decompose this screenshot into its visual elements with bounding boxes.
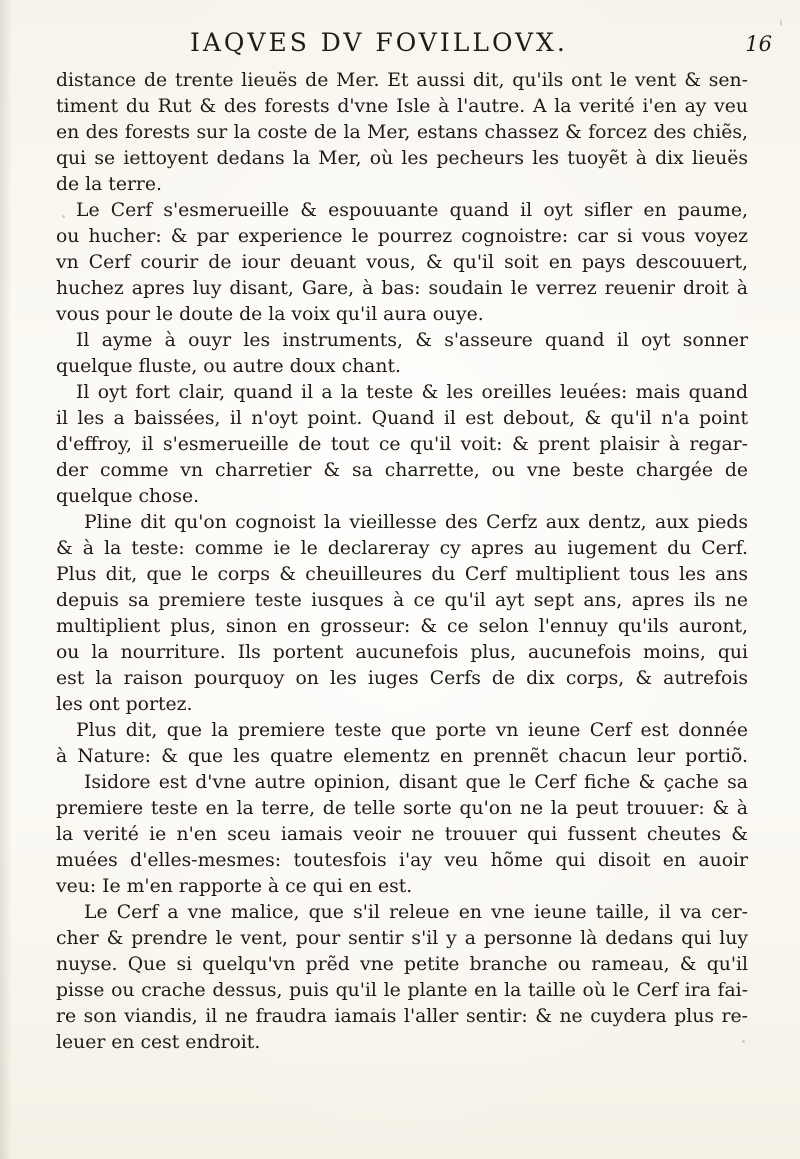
- text-line: veu: Ie m'en rapporte à ce qui en est.: [56, 876, 413, 897]
- text-line: Le Cerf s'esmerueille & espouuante quand il oyt sifler en paume,: [76, 200, 748, 221]
- page-header: [60, 28, 772, 60]
- text-line: les ont portez.: [56, 694, 193, 715]
- text-line: der comme vn charretier & sa charrette, ou vne beste chargée de: [56, 460, 748, 481]
- paper-speck: [780, 20, 782, 26]
- text-line: pisse ou crache dessus, puis qu'il le plante en la taille où le Cerf ira fai-: [56, 980, 748, 1001]
- text-line: ou hucher: & par experience le pourrez cognoistre: car si vous voyez: [56, 226, 748, 247]
- text-line: à Nature: & que les quatre elementz en prennẽt chacun leur portiõ.: [56, 746, 748, 767]
- text-line: Isidore est d'vne autre opinion, disant que le Cerf fiche & çache sa: [84, 772, 748, 793]
- text-line: Il oyt fort clair, quand il a la teste & les oreilles leuées: mais quand: [76, 382, 748, 403]
- text-line: Le Cerf a vne malice, que s'il releue en vne ieune taille, il va cer-: [84, 902, 748, 923]
- text-line: la verité ie n'en sceu iamais veoir ne trouuer qui fussent cheutes &: [56, 824, 748, 845]
- text-line: huchez apres luy disant, Gare, à bas: soudain le verrez reuenir droit à: [56, 278, 748, 299]
- text-line: vn Cerf courir de iour deuant vous, & qu'il soit en pays descouuert,: [56, 252, 748, 273]
- text-line: qui se iettoyent dedans la Mer, où les pecheurs les tuoyẽt à dix lieuës: [56, 148, 748, 169]
- text-line: cher & prendre le vent, pour sentir s'il y a personne là dedans qui luy: [56, 928, 748, 949]
- text-line: en des forests sur la coste de la Mer, estans chassez & forcez des chiẽs,: [56, 122, 748, 143]
- text-line: de la terre.: [56, 174, 162, 195]
- text-line: distance de trente lieuës de Mer. Et aussi dit, qu'ils ont le vent & sen-: [56, 70, 748, 91]
- page-number: 16: [745, 32, 772, 56]
- page-edge-shadow: [0, 0, 12, 1159]
- text-line: ou la nourriture. Ils portent aucunefois plus, aucunefois moins, qui: [56, 642, 748, 663]
- text-line: multiplient plus, sinon en grosseur: & ce selon l'ennuy qu'ils auront,: [56, 616, 748, 637]
- running-head: IAQVES DV FOVILLOVX.: [190, 28, 568, 57]
- text-line: re son viandis, il ne fraudra iamais l'aller sentir: & ne cuydera plus re-: [56, 1006, 748, 1027]
- text-line: est la raison pourquoy on les iuges Cerfs de dix corps, & autrefois: [56, 668, 748, 689]
- text-line: d'effroy, il s'esmerueille de tout ce qu'il voit: & prent plaisir à regar-: [56, 434, 748, 455]
- text-line: vous pour le doute de la voix qu'il aura ouye.: [56, 304, 484, 325]
- text-line: Pline dit qu'on cognoist la vieillesse des Cerfz aux dentz, aux pieds: [84, 512, 748, 533]
- text-line: Plus dit, que le corps & cheuilleures du Cerf multiplient tous les ans: [56, 564, 748, 585]
- text-line: Il ayme à ouyr les instruments, & s'asseure quand il oyt sonner: [76, 330, 748, 351]
- text-line: quelque chose.: [56, 486, 200, 507]
- text-line: timent du Rut & des forests d'vne Isle à l'autre. A la verité i'en ay veu: [56, 96, 748, 117]
- body-text: [56, 68, 748, 1056]
- text-line: nuyse. Que si quelqu'vn prẽd vne petite branche ou rameau, & qu'il: [56, 954, 748, 975]
- text-line: quelque fluste, ou autre doux chant.: [56, 356, 401, 377]
- text-line: il les a baissées, il n'oyt point. Quand il est debout, & qu'il n'a point: [56, 408, 748, 429]
- text-line: depuis sa premiere teste iusques à ce qu'il ayt sept ans, apres ils ne: [56, 590, 748, 611]
- text-line: premiere teste en la terre, de telle sorte qu'on ne la peut trouuer: & à: [56, 798, 748, 819]
- text-line: & à la teste: comme ie le declareray cy apres au iugement du Cerf.: [56, 538, 748, 559]
- text-line: muées d'elles-mesmes: toutesfois i'ay veu hõme qui disoit en auoir: [56, 850, 748, 871]
- text-line: Plus dit, que la premiere teste que porte vn ieune Cerf est donnée: [76, 720, 748, 741]
- text-line: leuer en cest endroit.: [56, 1032, 261, 1053]
